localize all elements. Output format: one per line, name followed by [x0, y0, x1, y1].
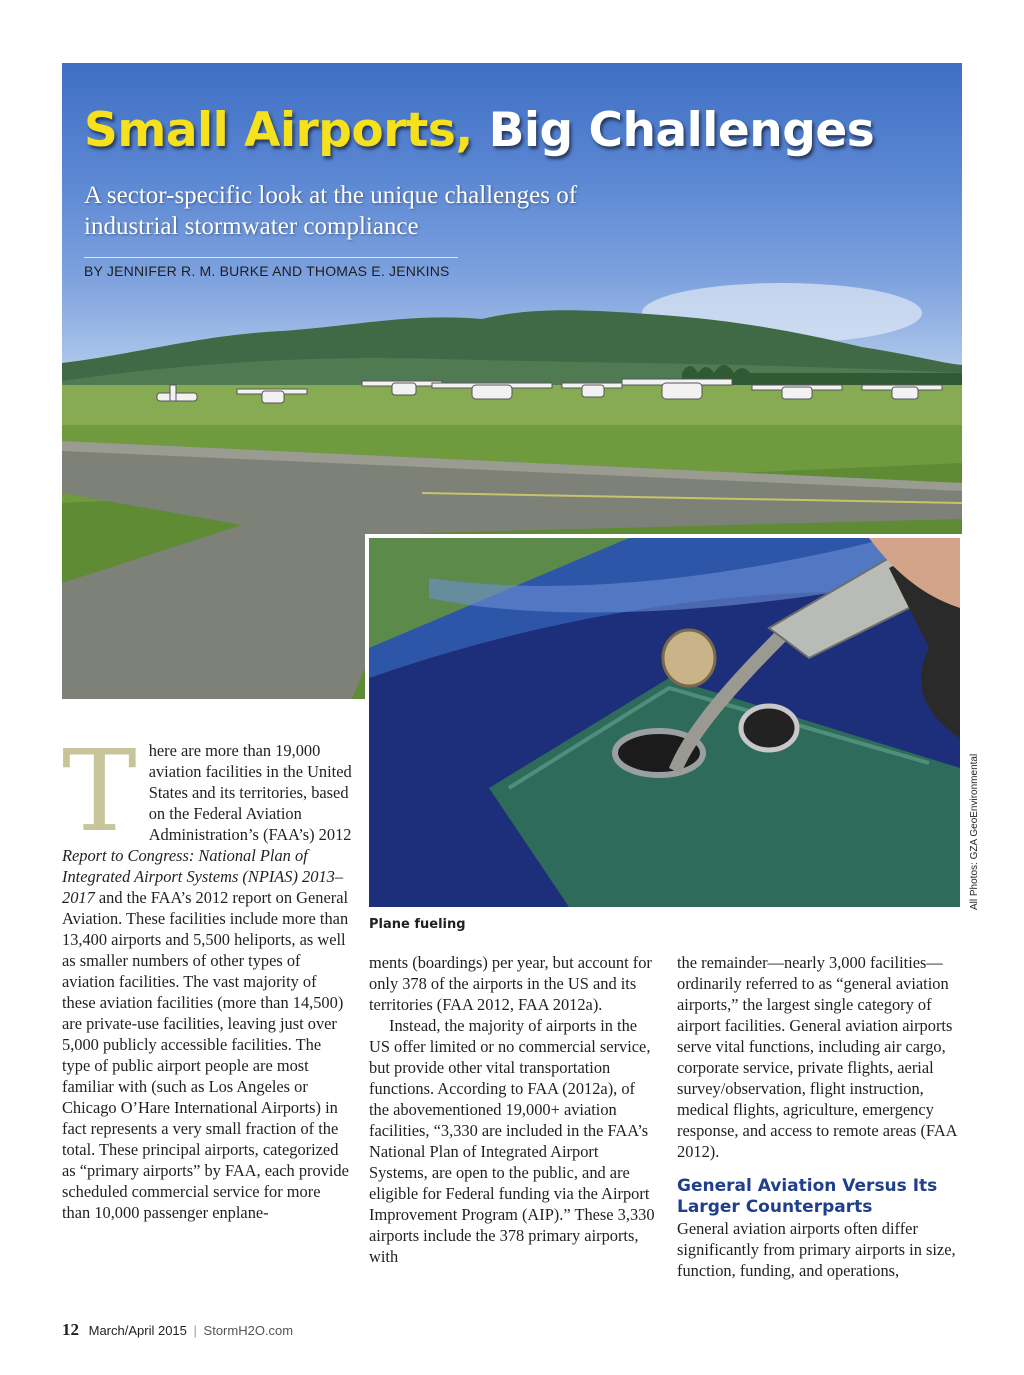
paragraph: Instead, the majority of airports in the US offer limited or no commercial service, but provide other vital transportation functions. According to FAA (2012a), of the abovementioned 19,000+ aviation facilities, “3,330 are included in the FAA’s National Plan of Integrated Airport Systems, are open to the public, and are eligible for Federal funding via the Airport Improvement Program (AIP).” These 3,330 airports include the 378 primary airports, with	[369, 1016, 655, 1266]
photo-credit: All Photos: GZA GeoEnvironmental	[969, 753, 980, 910]
text-run: here are more than 19,000 aviation facilities in the United States and its territories, based on the Federal Aviation Administration’s (FAA’s) 2012	[148, 741, 352, 844]
drop-cap: T	[62, 727, 137, 857]
fueling-image	[369, 538, 960, 907]
report-title: Report to Congress: National Plan of Integrated Airport Systems (NPIAS) 2013–2017	[62, 846, 344, 907]
paragraph: General aviation airports often differ significantly from primary airports in size, function, funding, and operations,	[677, 1219, 956, 1280]
footer-separator: |	[193, 1323, 197, 1338]
subtitle: A sector-specific look at the unique challenges of industrial stormwater compliance	[84, 182, 578, 240]
paragraph: ments (boardings) per year, but account for only 378 of the airports in the US and its territories (FAA 2012, FAA 2012a).	[369, 953, 652, 1014]
byline: BY JENNIFER R. M. BURKE AND THOMAS E. JENKINS	[84, 263, 450, 279]
page-footer	[62, 1320, 293, 1340]
article-column-2	[369, 952, 659, 1267]
divider	[84, 257, 458, 258]
paragraph: the remainder—nearly 3,000 facilities—ordinarily referred to as “general aviation airports,” the largest single category of airport facilities. General aviation airports serve vital functions, including air cargo, corporate service, private flights, aerial survey/observation, flight instruction, medical flights, agriculture, emergency response, and access to remote areas (FAA 2012).	[677, 953, 957, 1161]
text-run: and the FAA’s 2012 report on General Aviation. These facilities include more than 13,400 airports and 5,500 heliports, as well as smaller numbers of other types of aviation facilities. The vast majority of these aviation facilities (more than 14,500) are private-use facilities, leaving just over 5,000 publicly accessible facilities. The type of public airport people are most familiar with (such as Los Angeles or Chicago O’Hare International Airports) in fact represents a very small fraction of the total. These principal airports, categorized as “primary airports” by FAA, each provide scheduled commercial service for more than 10,000 passenger enplane-	[62, 888, 349, 1222]
title-part-2: Big Challenges	[488, 103, 875, 158]
page-title	[84, 103, 874, 158]
article-column-3	[677, 952, 962, 1281]
article-column-1	[62, 727, 352, 1223]
website-link[interactable]: StormH2O.com	[203, 1323, 294, 1338]
fueling-photo	[365, 534, 964, 911]
section-heading: General Aviation Versus Its Larger Counterparts	[677, 1176, 938, 1217]
photo-caption: Plane fueling	[369, 917, 466, 932]
title-part-1: Small Airports,	[84, 103, 473, 158]
page-number: 12	[62, 1320, 79, 1339]
issue-date: March/April 2015	[88, 1323, 187, 1338]
